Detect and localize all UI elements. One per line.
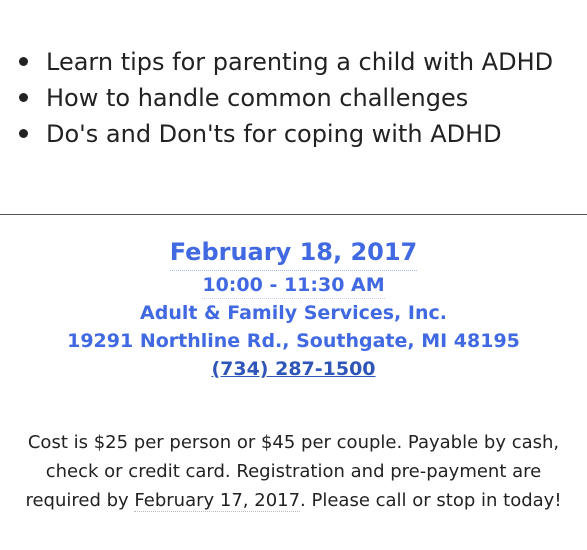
event-organization: Adult & Family Services, Inc.: [140, 302, 447, 324]
event-details: [0, 234, 587, 383]
event-address: 19291 Northline Rd., Southgate, MI 48195: [67, 330, 520, 352]
topic-text: How to handle common challenges: [46, 84, 469, 112]
bullet-icon: [19, 57, 28, 66]
phone-link[interactable]: (734) 287-1500: [211, 358, 376, 380]
topics-list: [0, 44, 553, 152]
cost-text: required by: [25, 490, 135, 511]
event-date: February 18, 2017: [170, 234, 418, 271]
topic-item: [0, 80, 553, 116]
topic-text: Learn tips for parenting a child with ADHD: [46, 48, 554, 76]
bullet-icon: [19, 129, 28, 138]
cost-line: Cost is $25 per person or $45 per couple. Payable by cash,: [27, 432, 560, 453]
topic-text: Do's and Don'ts for coping with ADHD: [46, 120, 502, 148]
cost-line: check or credit card. Registration and pre-payment are: [45, 461, 542, 482]
event-time: 10:00 - 11:30 AM: [202, 272, 384, 299]
topic-item: [0, 116, 553, 152]
bullet-icon: [19, 93, 28, 102]
registration-deadline: February 17, 2017: [134, 490, 301, 511]
cost-line: [0, 486, 587, 515]
topic-item: [0, 44, 553, 80]
section-divider: [0, 214, 587, 215]
cost-info: [0, 428, 587, 515]
cost-text: . Please call or stop in today!: [300, 490, 562, 511]
